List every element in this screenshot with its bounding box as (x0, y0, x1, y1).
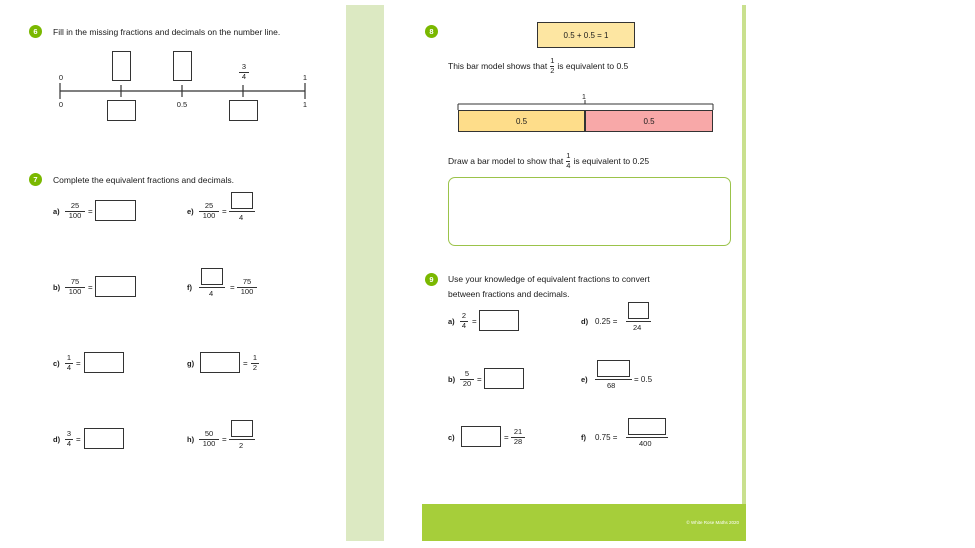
bar-model-part-right: 0.5 (585, 110, 713, 132)
q9-item-e-label: e) (581, 375, 588, 384)
q8-statement-2-tail: is equivalent to 0.25 (573, 156, 650, 166)
q9-item-d-denominator: 24 (633, 323, 642, 332)
bar-model-drawing-area[interactable] (448, 177, 731, 246)
q7-item-e-denominator: 4 (239, 213, 244, 222)
q9-item-c-label: c) (448, 433, 455, 442)
q7-item-e-numerator-box[interactable] (231, 192, 253, 209)
q7-item-e-fraction-bar (229, 211, 255, 212)
q7-item-b-label: b) (53, 283, 61, 292)
q9-item-f-prefix: 0.75 = (595, 433, 618, 442)
q7-item-a-equals: = (88, 207, 93, 216)
q9-item-e-denominator: 68 (607, 381, 616, 390)
q9-item-d-label: d) (581, 317, 589, 326)
question-6-instruction: Fill in the missing fractions and decimals on the number line. (53, 27, 281, 37)
q7-item-a-label: a) (53, 207, 60, 216)
q7-item-d-equals: = (76, 435, 81, 444)
number-line-answer-box-top-2[interactable] (173, 51, 192, 81)
q7-item-g-equals: = (243, 359, 248, 368)
number-line-answer-box-bottom-1[interactable] (107, 100, 136, 121)
q7-item-g-answer-box[interactable] (200, 352, 240, 373)
q9-item-c-answer-box[interactable] (461, 426, 501, 447)
q7-item-e-label: e) (187, 207, 194, 216)
equation-box: 0.5 + 0.5 = 1 (537, 22, 635, 48)
q9-item-d-numerator-box[interactable] (628, 302, 649, 319)
q7-item-a-answer-box[interactable] (95, 200, 136, 221)
q7-item-c-answer-box[interactable] (84, 352, 124, 373)
q7-item-f-label: f) (187, 283, 192, 292)
question-9-badge: 9 (425, 273, 438, 286)
question-9-instruction-line-2: between fractions and decimals. (448, 289, 570, 299)
question-8-badge: 8 (425, 25, 438, 38)
q7-item-a-fraction: 25 100 (65, 202, 85, 220)
q9-item-a-equals: = (472, 317, 477, 326)
q9-item-d-fraction-bar (626, 321, 651, 322)
q9-item-a-label: a) (448, 317, 455, 326)
question-7-badge: 7 (29, 173, 42, 186)
q7-item-h-numerator-box[interactable] (231, 420, 253, 437)
q8-statement-2 (448, 152, 649, 170)
q9-item-a-fraction: 2 4 (461, 311, 467, 330)
q9-item-e-fraction-bar (595, 379, 632, 380)
q9-item-c-fraction: 21 28 (511, 428, 525, 446)
page-border (742, 5, 746, 541)
q7-item-f-numerator-box[interactable] (201, 268, 223, 285)
q9-item-f-label: f) (581, 433, 586, 442)
q9-item-b-equals: = (477, 375, 482, 384)
number-line-answer-box-bottom-2[interactable] (229, 100, 258, 121)
q7-item-c-fraction: 1 4 (66, 353, 72, 372)
bar-model-total-label: 1 (582, 94, 586, 101)
q9-item-b-fraction: 5 20 (460, 370, 474, 388)
divider-strip (346, 5, 384, 541)
q9-item-f-fraction-bar (626, 437, 668, 438)
bottom-label-end: 1 (302, 100, 308, 109)
q8-statement-1-fraction: $\frac{1}{2}$ (550, 56, 555, 75)
number-line-answer-box-top-1[interactable] (112, 51, 131, 81)
q9-item-b-label: b) (448, 375, 456, 384)
q7-item-h-fraction: 50 100 (199, 430, 219, 448)
question-6-badge: 6 (29, 25, 42, 38)
q7-item-g-fraction: 1 2 (252, 353, 258, 372)
question-9-instruction-line-1: Use your knowledge of equivalent fractions to convert (448, 274, 650, 284)
question-7-instruction: Complete the equivalent fractions and decimals. (53, 175, 234, 185)
q7-item-g-label: g) (187, 359, 195, 368)
q7-item-e-equals: = (222, 207, 227, 216)
top-label-end: 1 (302, 73, 308, 82)
q9-item-c-equals: = (504, 433, 509, 442)
bar-model-part-left: 0.5 (458, 110, 585, 132)
q7-item-h-denominator: 2 (239, 441, 244, 450)
q7-item-f-denominator: 4 (209, 289, 214, 298)
q7-item-d-fraction: 3 4 (66, 429, 72, 448)
footer-copyright: © White Rose Maths 2020 (686, 520, 739, 525)
q9-item-a-answer-box[interactable] (479, 310, 519, 331)
q9-item-f-denominator: 400 (639, 439, 652, 448)
q7-item-b-answer-box[interactable] (95, 276, 136, 297)
q7-item-b-equals: = (88, 283, 93, 292)
q7-item-f-fraction: 75 100 (237, 278, 257, 296)
q7-item-f-fraction-bar (199, 287, 225, 288)
q7-item-c-label: c) (53, 359, 60, 368)
q7-item-e-fraction: 25 100 (199, 202, 219, 220)
q8-statement-1 (448, 57, 628, 75)
q9-item-d-prefix: 0.25 = (595, 317, 618, 326)
bottom-label-mid: 0.5 (176, 100, 188, 109)
q7-item-c-equals: = (76, 359, 81, 368)
q8-statement-1-tail: is equivalent to 0.5 (557, 61, 629, 71)
q7-item-h-label: h) (187, 435, 195, 444)
q9-item-b-answer-box[interactable] (484, 368, 524, 389)
q8-statement-2-fraction: $\frac{1}{4}$ (566, 151, 571, 170)
q9-item-f-numerator-box[interactable] (628, 418, 666, 435)
q7-item-f-equals: = (230, 283, 235, 292)
q7-item-d-label: d) (53, 435, 61, 444)
q7-item-d-answer-box[interactable] (84, 428, 124, 449)
q7-item-h-fraction-bar (229, 439, 255, 440)
top-label-fraction: 3 4 (239, 63, 249, 81)
q7-item-b-fraction: 75 100 (65, 278, 85, 296)
q7-item-h-equals: = (222, 435, 227, 444)
q8-statement-1-text: This bar model shows that (448, 61, 548, 71)
top-label-start: 0 (58, 73, 64, 82)
q8-statement-2-text: Draw a bar model to show that (448, 156, 564, 166)
bottom-label-start: 0 (58, 100, 64, 109)
q9-item-e-numerator-box[interactable] (597, 360, 630, 377)
q9-item-e-suffix: = 0.5 (634, 375, 653, 384)
